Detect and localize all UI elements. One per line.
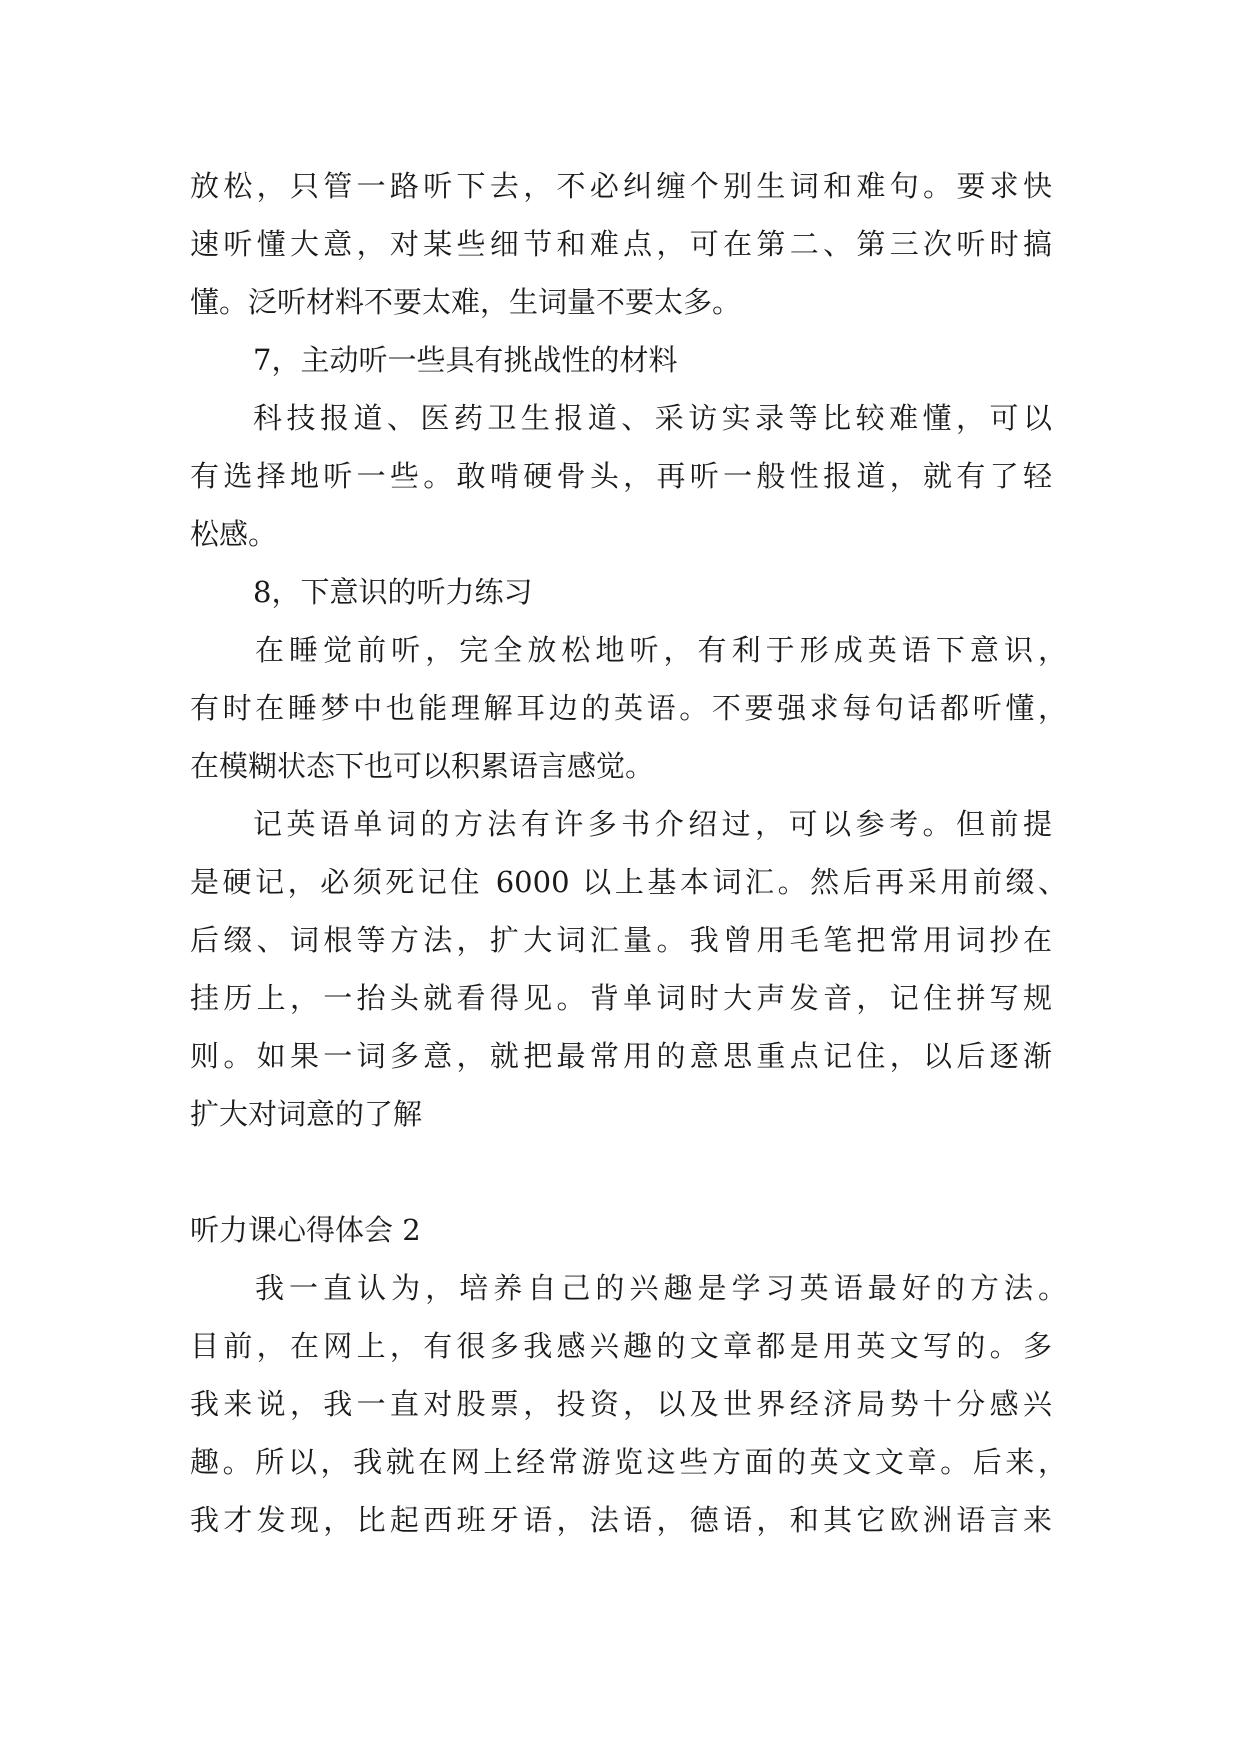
paragraph-line: 目前，在网上，有很多我感兴趣的文章都是用英文写的。多 [190, 1329, 1052, 1363]
paragraph-line: 扩大对词意的了解 [190, 1097, 423, 1131]
paragraph-line: 在睡觉前听，完全放松地听，有利于形成英语下意识， [255, 633, 1067, 667]
paragraph-line: 懂。泛听材料不要太难，生词量不要太多。 [190, 285, 742, 319]
paragraph-line: 我才发现，比起西班牙语，法语，德语，和其它欧洲语言来 [190, 1503, 1052, 1537]
paragraph-line: 后缀、词根等方法，扩大词汇量。我曾用毛笔把常用词抄在 [190, 923, 1052, 957]
paragraph-line: 我一直认为，培养自己的兴趣是学习英语最好的方法。 [255, 1271, 1067, 1305]
paragraph-line: 有选择地听一些。敢啃硬骨头，再听一般性报道，就有了轻 [190, 459, 1052, 493]
section-heading: 7，主动听一些具有挑战性的材料 [253, 343, 678, 377]
paragraph-line: 放松，只管一路听下去，不必纠缠个别生词和难句。要求快 [190, 169, 1052, 203]
paragraph-line: 趣。所以，我就在网上经常游览这些方面的英文文章。后来， [190, 1445, 1067, 1479]
paragraph-line: 则。如果一词多意，就把最常用的意思重点记住，以后逐渐 [190, 1039, 1052, 1073]
paragraph-line: 挂历上，一抬头就看得见。背单词时大声发音，记住拼写规 [190, 981, 1052, 1015]
paragraph-line: 松感。 [190, 517, 278, 551]
paragraph-line: 速听懂大意，对某些细节和难点，可在第二、第三次听时搞 [190, 227, 1052, 261]
paragraph-line: 在模糊状态下也可以积累语言感觉。 [190, 749, 655, 783]
paragraph-line: 是硬记，必须死记住 6000 以上基本词汇。然后再采用前缀、 [190, 865, 1067, 899]
paragraph-line: 我来说，我一直对股票，投资，以及世界经济局势十分感兴 [190, 1387, 1052, 1421]
paragraph-line: 科技报道、医药卫生报道、采访实录等比较难懂，可以 [253, 401, 1052, 435]
paragraph-line: 有时在睡梦中也能理解耳边的英语。不要强求每句话都听懂， [190, 691, 1067, 725]
paragraph-line: 记英语单词的方法有许多书介绍过，可以参考。但前提 [253, 807, 1052, 841]
section-heading: 8，下意识的听力练习 [253, 575, 533, 609]
section-title: 听力课心得体会 2 [190, 1213, 421, 1247]
